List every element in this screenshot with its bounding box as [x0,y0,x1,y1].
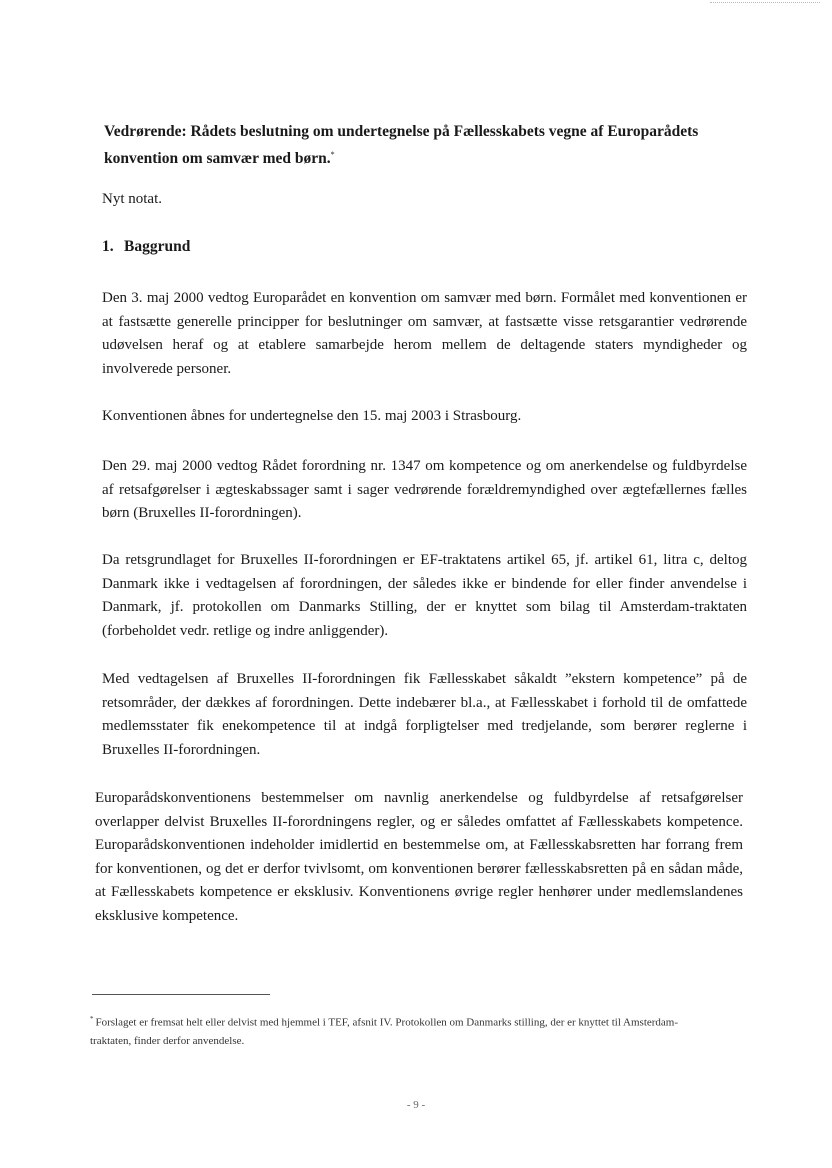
footnote-divider [92,994,270,995]
title-footnote-marker: * [330,150,335,159]
scan-artifact [710,2,820,6]
section-number: 1. [102,238,114,255]
footnote [90,1010,715,1050]
footnote-text: Forslaget er fremsat helt eller delvist med hjemmel i TEF, afsnit IV. Protokollen om Danmarks stilling, der er knyttet til Amsterdam-traktaten, finder derfor anvendelse. [90,1016,679,1047]
note-label: Nyt notat. [102,191,162,207]
section-heading [102,237,190,257]
document-title-text: Vedrørende: Rådets beslutning om undertegnelse på Fællesskabets vegne af Europarådets konvention om samvær med børn. [104,123,699,168]
section-title: Baggrund [124,238,191,255]
paragraph-4: Da retsgrundlaget for Bruxelles II-forordningen er EF-traktatens artikel 65, jf. artikel 61, litra c, deltog Danmark ikke i vedtagelsen af forordningen, der således ikke er bindende for eller finder anvendelse i Danmark, jf. protokollen om Danmarks Stilling, der er knyttet som bilag til Amsterdam-traktaten (forbeholdet vedr. retlige og indre anliggender). [102,552,747,639]
document-title [104,120,764,170]
paragraph-3: Den 29. maj 2000 vedtog Rådet forordning nr. 1347 om kompetence og om anerkendelse og fuldbyrdelse af retsafgørelser i ægteskabssager samt i sager vedrørende forældremyndighed over ægtefællernes fælles børn (Bruxelles II-forordningen). [102,458,747,521]
paragraph-5: Med vedtagelsen af Bruxelles II-forordningen fik Fællesskabet såkaldt ”ekstern kompetence” på de retsområder, der dækkes af forordningen. Dette indebærer bl.a., at Fællesskabet i forhold til de omfattede medlemsstater fik enekompetence til at indgå forpligtelser med tredjelande, som berører reglerne i Bruxelles II-forordningen. [102,671,747,758]
footnote-marker: * [90,1015,94,1023]
paragraph-6: Europarådskonventionens bestemmelser om navnlig anerkendelse og fuldbyrdelse af retsafgørelser overlapper delvist Bruxelles II-forordningens regler, og er således omfattet af Fællesskabets kompetence. Europarådskonventionen indeholder imidlertid en bestemmelse om, at Fællesskabsretten har forrang frem for konventionen, og det er derfor tvivlsomt, om konventionen berører fællesskabsretten på en sådan måde, at Fællesskabets kompetence er eksklusiv. Konventionens øvrige regler henhører under medlemslandenes eksklusive kompetence. [95,790,743,924]
paragraph-1: Den 3. maj 2000 vedtog Europarådet en konvention om samvær med børn. Formålet med konventionen er at fastsætte generelle principper for beslutninger om samvær, at fastsætte visse retsgarantier vedrørende udøvelsen heraf og at etablere samarbejde herom mellem de deltagende staters myndigheder og involverede personer. [102,290,747,377]
page-number: - 9 - [406,1099,426,1111]
paragraph-2: Konventionen åbnes for undertegnelse den 15. maj 2003 i Strasbourg. [102,408,522,424]
